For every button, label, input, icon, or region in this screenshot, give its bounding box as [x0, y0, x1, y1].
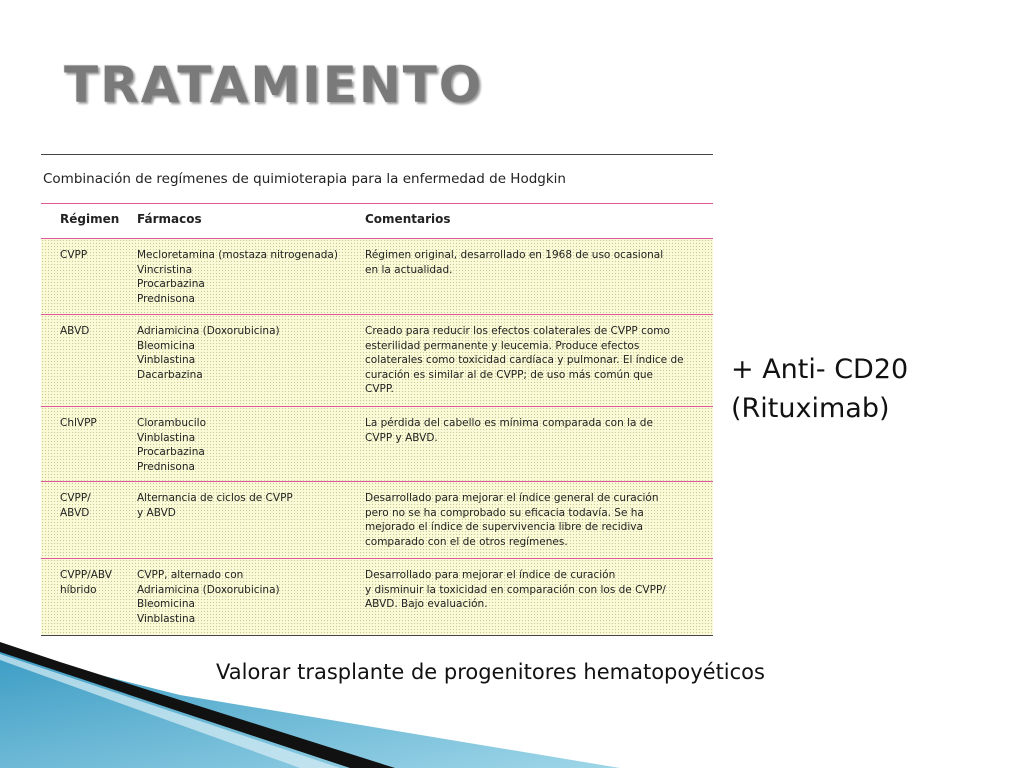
table-row — [41, 239, 713, 314]
cell-line: mejorado el índice de supervivencia libre de recidiva — [365, 521, 643, 533]
cell-line: esterilidad permanente y leucemia. Produce efectos — [365, 339, 640, 352]
table-top-rule — [41, 154, 713, 155]
cell-line: en la actualidad. — [365, 263, 453, 276]
cell-regimen — [60, 248, 87, 263]
cell-line: y disminuir la toxicidad en comparación con los de CVPP/ — [365, 583, 666, 596]
cell-line: y ABVD — [137, 506, 176, 519]
cell-line: Bleomicina — [137, 339, 195, 352]
cell-regimen — [60, 491, 91, 520]
cell-line: colaterales como toxicidad cardíaca y pulmonar. El índice de — [365, 354, 684, 366]
header-farmacos: Fármacos — [137, 212, 202, 226]
table-caption: Combinación de regímenes de quimioterapia para la enfermedad de Hodgkin — [43, 171, 566, 187]
header-comentarios: Comentarios — [365, 212, 451, 226]
cell-line: CVPP, alternado con — [137, 569, 244, 581]
cell-line: Bleomicina — [137, 598, 195, 610]
anti-cd20-note — [731, 350, 908, 428]
cell-farmacos — [137, 491, 293, 520]
cell-regimen — [60, 416, 97, 431]
cell-line: Vincristina — [137, 263, 193, 276]
corner-decoration — [0, 640, 620, 768]
cell-line: Vinblastina — [137, 431, 196, 444]
cell-line: curación es similar al de CVPP; de uso más común que — [365, 368, 653, 381]
cell-line: Desarrollado para mejorar el índice general de curación — [365, 492, 659, 504]
cell-line: comparado con el de otros regímenes. — [365, 535, 568, 548]
cell-line: Adriamicina (Doxorubicina) — [137, 583, 280, 596]
cell-line: CVPP y ABVD. — [365, 431, 438, 444]
slide-title: TRATAMIENTO — [64, 56, 484, 114]
cell-regimen — [60, 568, 112, 597]
cell-regimen — [60, 324, 89, 339]
cell-line: Prednisona — [137, 460, 195, 473]
cell-line: CVPP. — [365, 383, 394, 395]
cell-line: Vinblastina — [137, 354, 196, 366]
cell-farmacos — [137, 568, 280, 626]
cell-line: ABVD — [60, 325, 90, 337]
cell-line: Alternancia de ciclos de CVPP — [137, 492, 293, 504]
cell-line: ChlVPP — [60, 417, 97, 429]
cell-line: Mecloretamina (mostaza nitrogenada) — [137, 249, 338, 261]
cell-comentarios — [365, 568, 666, 612]
header-top-rule — [41, 203, 713, 204]
chemotherapy-table — [41, 154, 713, 636]
cell-line: Procarbazina — [137, 446, 205, 458]
cell-line: CVPP — [60, 249, 88, 261]
cell-comentarios — [365, 416, 653, 445]
cell-comentarios — [365, 491, 659, 549]
rituximab-line: (Rituximab) — [731, 393, 890, 424]
cell-line: Régimen original, desarrollado en 1968 de uso ocasional — [365, 249, 664, 261]
cell-line: CVPP/ABV — [60, 569, 112, 581]
table-row — [41, 407, 713, 481]
cell-line: Adriamicina (Doxorubicina) — [137, 325, 280, 337]
cell-line: pero no se ha comprobado su eficacia todavía. Se ha — [365, 506, 644, 519]
cell-farmacos — [137, 324, 280, 382]
anti-cd20-line: + Anti- CD20 — [731, 354, 909, 385]
cell-farmacos — [137, 416, 206, 474]
cell-line: Clorambucilo — [137, 417, 207, 429]
table-bottom-rule — [41, 635, 713, 636]
table-row — [41, 482, 713, 558]
cell-line: CVPP/ — [60, 492, 91, 504]
header-regimen: Régimen — [60, 212, 120, 226]
cell-line: Vinblastina — [137, 612, 196, 625]
cell-line: La pérdida del cabello es mínima comparada con la de — [365, 417, 653, 429]
cell-line: híbrido — [60, 583, 97, 596]
cell-line: ABVD. Bajo evaluación. — [365, 598, 488, 610]
cell-line: Dacarbazina — [137, 368, 203, 381]
transplant-note: Valorar trasplante de progenitores hematopoyéticos — [216, 660, 765, 684]
cell-line: Procarbazina — [137, 278, 205, 290]
table-row — [41, 315, 713, 406]
cell-line: ABVD — [60, 506, 90, 519]
table-row — [41, 559, 713, 635]
cell-line: Desarrollado para mejorar el índice de curación — [365, 569, 616, 581]
cell-comentarios — [365, 324, 684, 397]
cell-comentarios — [365, 248, 663, 277]
cell-farmacos — [137, 248, 338, 306]
cell-line: Creado para reducir los efectos colaterales de CVPP como — [365, 325, 670, 337]
cell-line: Prednisona — [137, 292, 195, 305]
